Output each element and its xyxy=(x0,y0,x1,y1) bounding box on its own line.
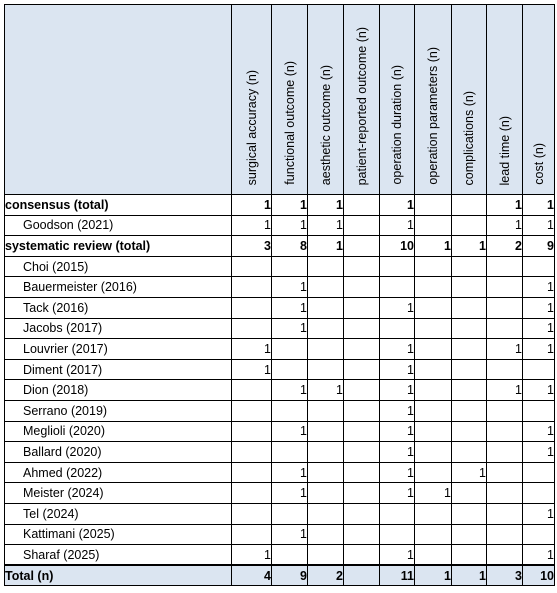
table-cell xyxy=(232,524,272,545)
column-header-label: aesthetic outcome (n) xyxy=(318,64,333,185)
column-header xyxy=(523,5,555,195)
table-cell: 1 xyxy=(232,545,272,566)
table-cell xyxy=(344,545,380,566)
header-corner-cell xyxy=(5,5,232,195)
table-cell: 1 xyxy=(415,236,452,257)
table-cell: 1 xyxy=(523,442,555,463)
row-label: Jacobs (2017) xyxy=(5,318,232,339)
table-row xyxy=(5,236,555,257)
table-cell xyxy=(523,256,555,277)
table-cell xyxy=(452,339,487,360)
table-cell xyxy=(415,524,452,545)
table-cell xyxy=(344,442,380,463)
table-cell xyxy=(487,318,523,339)
table-cell: 1 xyxy=(232,215,272,236)
table-cell xyxy=(415,400,452,421)
table-cell xyxy=(308,256,344,277)
column-header xyxy=(232,5,272,195)
table-cell: 1 xyxy=(272,297,308,318)
table-cell xyxy=(344,503,380,524)
table-cell xyxy=(272,442,308,463)
table-cell xyxy=(452,195,487,216)
table-cell xyxy=(452,359,487,380)
table-cell: 1 xyxy=(523,277,555,298)
table-row xyxy=(5,359,555,380)
table-row xyxy=(5,421,555,442)
table-cell xyxy=(344,565,380,586)
table-cell: 1 xyxy=(380,380,415,401)
table-cell: 1 xyxy=(272,462,308,483)
table-cell xyxy=(415,421,452,442)
table-cell xyxy=(344,462,380,483)
table-cell: 1 xyxy=(380,215,415,236)
table-cell xyxy=(308,483,344,504)
row-label: Diment (2017) xyxy=(5,359,232,380)
table-cell xyxy=(308,545,344,566)
table-cell: 9 xyxy=(272,565,308,586)
table-cell xyxy=(344,421,380,442)
table-cell xyxy=(452,503,487,524)
table-cell: 1 xyxy=(523,503,555,524)
table-cell xyxy=(487,524,523,545)
table-cell xyxy=(452,421,487,442)
table-cell xyxy=(232,483,272,504)
table-cell xyxy=(344,277,380,298)
table-cell: 3 xyxy=(232,236,272,257)
table-cell xyxy=(452,545,487,566)
table-cell xyxy=(452,215,487,236)
table-cell xyxy=(523,359,555,380)
table-cell xyxy=(380,503,415,524)
table-cell xyxy=(415,339,452,360)
table-cell xyxy=(232,256,272,277)
table-cell: 10 xyxy=(380,236,415,257)
table-cell: 1 xyxy=(452,236,487,257)
table-cell: 1 xyxy=(308,215,344,236)
table-cell xyxy=(308,339,344,360)
table-cell xyxy=(308,524,344,545)
table-cell xyxy=(308,277,344,298)
table-cell: 1 xyxy=(272,524,308,545)
table-cell: 1 xyxy=(523,215,555,236)
table-cell xyxy=(452,256,487,277)
table-cell xyxy=(523,462,555,483)
table-cell: 1 xyxy=(487,215,523,236)
table-cell: 1 xyxy=(380,545,415,566)
row-label: Tel (2024) xyxy=(5,503,232,524)
table-cell xyxy=(487,421,523,442)
table-row xyxy=(5,483,555,504)
table-cell xyxy=(344,524,380,545)
table-cell xyxy=(487,359,523,380)
table-cell xyxy=(452,483,487,504)
table-cell xyxy=(272,359,308,380)
table-cell: 2 xyxy=(308,565,344,586)
table-cell: 11 xyxy=(380,565,415,586)
table-cell: 1 xyxy=(380,442,415,463)
table-cell: 1 xyxy=(380,297,415,318)
table-cell xyxy=(344,236,380,257)
column-header xyxy=(415,5,452,195)
table-body xyxy=(5,195,555,586)
table-cell: 1 xyxy=(272,277,308,298)
row-label: Serrano (2019) xyxy=(5,400,232,421)
table-cell xyxy=(415,195,452,216)
table-cell xyxy=(523,483,555,504)
table-cell xyxy=(344,380,380,401)
table-cell xyxy=(523,524,555,545)
table-cell xyxy=(415,215,452,236)
table-cell xyxy=(344,483,380,504)
row-label: Meglioli (2020) xyxy=(5,421,232,442)
table-row xyxy=(5,400,555,421)
table-cell: 1 xyxy=(452,462,487,483)
table-row xyxy=(5,277,555,298)
table-row xyxy=(5,462,555,483)
table-cell xyxy=(415,442,452,463)
table-cell xyxy=(380,256,415,277)
table-cell xyxy=(232,380,272,401)
table-row xyxy=(5,195,555,216)
table-row xyxy=(5,256,555,277)
table-cell xyxy=(487,442,523,463)
table-cell xyxy=(415,545,452,566)
table-cell: 1 xyxy=(272,195,308,216)
row-label: Louvrier (2017) xyxy=(5,339,232,360)
table-cell: 1 xyxy=(272,380,308,401)
table-cell: 1 xyxy=(523,339,555,360)
table-cell: 10 xyxy=(523,565,555,586)
row-label: Bauermeister (2016) xyxy=(5,277,232,298)
table-cell xyxy=(487,297,523,318)
table-cell xyxy=(232,421,272,442)
table-cell xyxy=(308,400,344,421)
table-cell: 1 xyxy=(308,380,344,401)
table-cell: 1 xyxy=(380,421,415,442)
table-cell xyxy=(452,380,487,401)
table-cell xyxy=(380,277,415,298)
table-cell xyxy=(487,400,523,421)
table-cell: 1 xyxy=(380,462,415,483)
table-row xyxy=(5,339,555,360)
table-cell xyxy=(344,297,380,318)
table-cell: 1 xyxy=(272,318,308,339)
table-cell xyxy=(487,483,523,504)
table-cell xyxy=(308,442,344,463)
column-header-label: cost (n) xyxy=(531,143,546,185)
table-cell xyxy=(415,256,452,277)
table-cell: 1 xyxy=(523,318,555,339)
table-row xyxy=(5,503,555,524)
table-cell xyxy=(415,277,452,298)
table-row xyxy=(5,215,555,236)
column-header xyxy=(308,5,344,195)
table-cell xyxy=(308,421,344,442)
table-cell xyxy=(415,380,452,401)
table-cell xyxy=(415,359,452,380)
table-cell: 3 xyxy=(487,565,523,586)
table-cell xyxy=(380,318,415,339)
table-cell xyxy=(232,318,272,339)
table-cell: 1 xyxy=(415,483,452,504)
table-cell xyxy=(344,318,380,339)
table-cell xyxy=(308,462,344,483)
row-label: systematic review (total) xyxy=(5,236,232,257)
table-cell xyxy=(487,545,523,566)
row-label: Sharaf (2025) xyxy=(5,545,232,566)
table-cell xyxy=(344,195,380,216)
table-cell: 1 xyxy=(380,339,415,360)
header-row xyxy=(5,5,555,195)
table-cell: 1 xyxy=(487,195,523,216)
table-cell: 1 xyxy=(380,359,415,380)
table-cell: 1 xyxy=(308,195,344,216)
table-cell: 1 xyxy=(272,483,308,504)
table-cell xyxy=(452,297,487,318)
table-cell: 1 xyxy=(232,359,272,380)
column-header xyxy=(272,5,308,195)
column-header-label: operation duration (n) xyxy=(390,65,404,185)
row-label: consensus (total) xyxy=(5,195,232,216)
table-cell: 9 xyxy=(523,236,555,257)
table-cell xyxy=(380,524,415,545)
table-cell xyxy=(232,400,272,421)
table-cell xyxy=(344,359,380,380)
table-cell xyxy=(272,256,308,277)
table-cell: 4 xyxy=(232,565,272,586)
row-label: Total (n) xyxy=(5,565,232,586)
column-header xyxy=(487,5,523,195)
table-cell xyxy=(232,297,272,318)
table-cell xyxy=(452,318,487,339)
table-row xyxy=(5,380,555,401)
table-cell xyxy=(344,339,380,360)
row-label: Ahmed (2022) xyxy=(5,462,232,483)
row-label: Tack (2016) xyxy=(5,297,232,318)
column-header-label: surgical accuracy (n) xyxy=(244,69,259,185)
table-cell xyxy=(344,400,380,421)
row-label: Kattimani (2025) xyxy=(5,524,232,545)
table-cell: 1 xyxy=(380,483,415,504)
table-cell xyxy=(487,503,523,524)
table-cell: 1 xyxy=(380,400,415,421)
table-cell: 1 xyxy=(272,421,308,442)
table-cell xyxy=(415,318,452,339)
outcomes-table xyxy=(4,4,555,586)
table-cell xyxy=(344,215,380,236)
column-header xyxy=(344,5,380,195)
table-cell xyxy=(523,400,555,421)
table-cell xyxy=(452,277,487,298)
table-row xyxy=(5,545,555,566)
table-cell xyxy=(272,545,308,566)
table-cell xyxy=(308,359,344,380)
table-cell xyxy=(452,400,487,421)
table-cell xyxy=(272,400,308,421)
table-row xyxy=(5,297,555,318)
row-label: Dion (2018) xyxy=(5,380,232,401)
table-cell xyxy=(308,318,344,339)
column-header-label: operation parameters (n) xyxy=(426,47,440,185)
table-row xyxy=(5,524,555,545)
table-cell: 2 xyxy=(487,236,523,257)
table-cell: 1 xyxy=(523,380,555,401)
row-label: Choi (2015) xyxy=(5,256,232,277)
row-label: Ballard (2020) xyxy=(5,442,232,463)
column-header-label: lead time (n) xyxy=(497,115,512,185)
table-cell xyxy=(487,277,523,298)
row-label: Goodson (2021) xyxy=(5,215,232,236)
table-cell xyxy=(452,524,487,545)
table-cell xyxy=(415,503,452,524)
table-row xyxy=(5,442,555,463)
column-header-label: patient-reported outcome (n) xyxy=(354,26,369,185)
table-cell: 1 xyxy=(523,195,555,216)
table-cell xyxy=(232,503,272,524)
table-cell xyxy=(308,503,344,524)
table-cell xyxy=(232,442,272,463)
column-header xyxy=(380,5,415,195)
table-cell xyxy=(272,339,308,360)
table-row xyxy=(5,318,555,339)
column-header xyxy=(452,5,487,195)
table-cell: 1 xyxy=(308,236,344,257)
table-cell xyxy=(487,256,523,277)
table-cell: 1 xyxy=(452,565,487,586)
table-cell: 1 xyxy=(380,195,415,216)
table-cell xyxy=(487,462,523,483)
table-cell: 1 xyxy=(523,545,555,566)
table-cell xyxy=(308,297,344,318)
table-cell xyxy=(272,503,308,524)
total-row xyxy=(5,565,555,586)
table-cell: 1 xyxy=(487,339,523,360)
table-cell: 1 xyxy=(232,339,272,360)
table-cell xyxy=(452,442,487,463)
table-cell xyxy=(344,256,380,277)
table-cell: 1 xyxy=(232,195,272,216)
table-cell: 1 xyxy=(487,380,523,401)
column-header-label: complications (n) xyxy=(462,90,476,185)
table-cell xyxy=(232,277,272,298)
table-cell xyxy=(415,297,452,318)
table-cell xyxy=(232,462,272,483)
table-cell: 1 xyxy=(272,215,308,236)
table-cell: 8 xyxy=(272,236,308,257)
row-label: Meister (2024) xyxy=(5,483,232,504)
table-cell: 1 xyxy=(523,297,555,318)
table-cell: 1 xyxy=(523,421,555,442)
column-header-label: functional outcome (n) xyxy=(282,61,297,185)
table-cell xyxy=(415,462,452,483)
table-cell: 1 xyxy=(415,565,452,586)
